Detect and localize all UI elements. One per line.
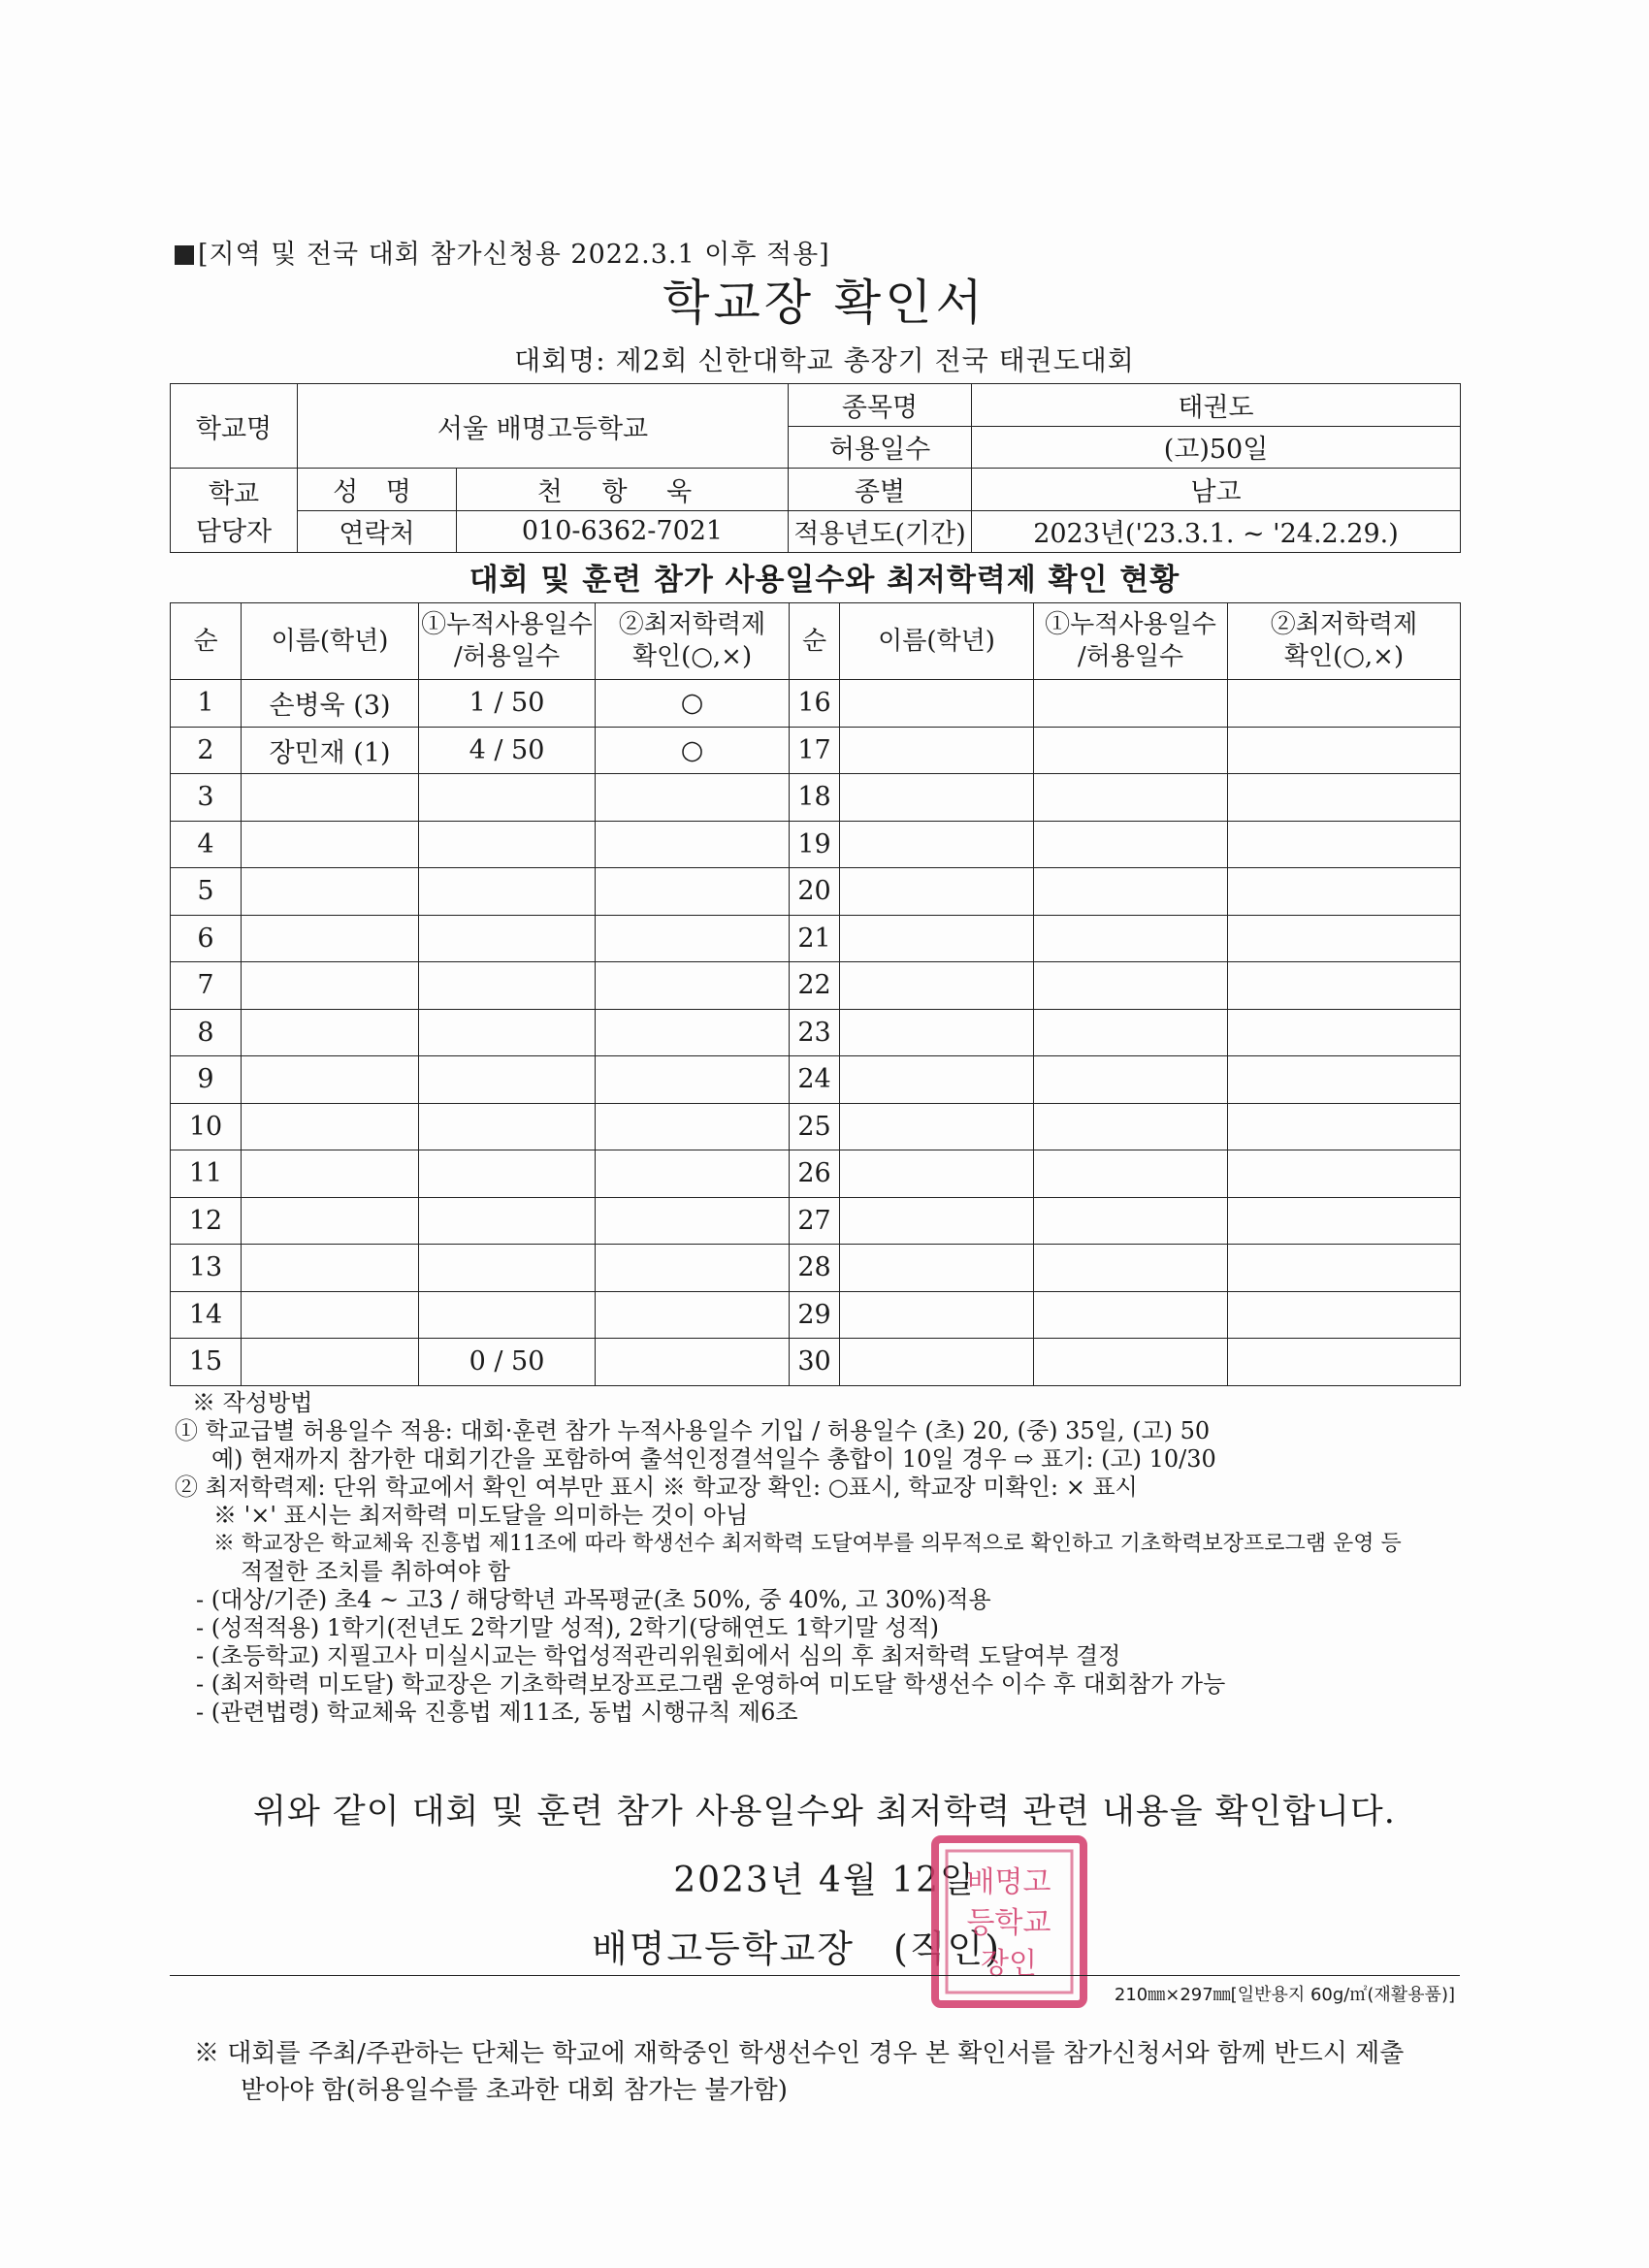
right-cell-name xyxy=(840,1009,1034,1056)
right-cell-days xyxy=(1034,1056,1228,1104)
section-title: 대회 및 훈련 참가 사용일수와 최저학력제 확인 현황 xyxy=(469,563,1180,598)
right-cell-no: 19 xyxy=(790,821,840,868)
detail-3: - (초등학교) 지필고사 미실시교는 학업성적관리위원회에서 심의 후 최저학력 도달여부 결정 xyxy=(196,1642,1121,1669)
usage-header-row xyxy=(171,603,1461,680)
usage-row xyxy=(171,680,1461,728)
detail-1: - (대상/기준) 초4 ~ 고3 / 해당학년 과목평균(초 50%, 중 40%, 고 30%)적용 xyxy=(196,1586,991,1613)
detail-4: - (최저학력 미도달) 학교장은 기초학력보장프로그램 운영하여 미도달 학생선수 이수 후 대회참가 가능 xyxy=(196,1670,1226,1698)
header-days-right-line2: /허용일수 xyxy=(1077,642,1184,671)
usage-row xyxy=(171,1056,1461,1104)
usage-row xyxy=(171,1197,1461,1245)
left-cell-name xyxy=(242,1197,419,1245)
left-cell-days xyxy=(419,1245,596,1292)
detail-2: - (성적적용) 1학기(전년도 2학기말 성적), 2학기(당해연도 1학기말 성적) xyxy=(196,1614,939,1641)
footer-line-1: ※ 대회를 주최/주관하는 단체는 학교에 재학중인 학생선수인 경우 본 확인서를 참가신청서와 함께 반드시 제출 xyxy=(194,2039,1405,2068)
right-cell-check xyxy=(1228,1291,1461,1339)
right-cell-days xyxy=(1034,1197,1228,1245)
seal-label: (직인) xyxy=(892,1928,1002,1970)
allowed-days-label: 허용일수 xyxy=(789,426,972,469)
right-cell-no: 16 xyxy=(790,680,840,728)
right-cell-check xyxy=(1228,868,1461,916)
header-check-right xyxy=(1228,603,1461,680)
sport-value: 태권도 xyxy=(972,384,1461,427)
issue-date: 2023년 4월 12일 xyxy=(673,1861,976,1900)
right-cell-no: 22 xyxy=(790,962,840,1010)
right-cell-days xyxy=(1034,680,1228,728)
left-cell-days xyxy=(419,1056,596,1104)
allowed-days-value: (고)50일 xyxy=(972,426,1461,469)
left-cell-days xyxy=(419,821,596,868)
paper-spec: 210㎜×297㎜[일반용지 60g/㎡(재활용품)] xyxy=(1114,1985,1455,2005)
right-cell-no: 24 xyxy=(790,1056,840,1104)
name-value: 천 항 욱 xyxy=(457,469,789,511)
sport-label: 종목명 xyxy=(789,384,972,427)
right-cell-no: 18 xyxy=(790,774,840,822)
left-cell-no: 4 xyxy=(171,821,242,868)
header-days-right xyxy=(1034,603,1228,680)
right-cell-no: 28 xyxy=(790,1245,840,1292)
left-cell-check: ○ xyxy=(596,680,790,728)
right-cell-days xyxy=(1034,1103,1228,1150)
category-label: 종별 xyxy=(789,469,972,511)
left-cell-name xyxy=(242,868,419,916)
left-cell-name xyxy=(242,1245,419,1292)
footer-line-2: 받아야 함(허용일수를 초과한 대회 참가는 불가함) xyxy=(241,2076,788,2105)
note-2: ② 최저학력제: 단위 학교에서 확인 여부만 표시 ※ 학교장 확인: ○표시, 학교장 미확인: × 표시 xyxy=(175,1474,1138,1501)
usage-row xyxy=(171,1009,1461,1056)
right-cell-name xyxy=(840,680,1034,728)
right-cell-days xyxy=(1034,821,1228,868)
right-cell-name xyxy=(840,1197,1034,1245)
right-cell-no: 26 xyxy=(790,1150,840,1198)
header-check xyxy=(596,603,790,680)
right-cell-days xyxy=(1034,868,1228,916)
period-value: 2023년('23.3.1. ~ '24.2.29.) xyxy=(972,510,1461,553)
usage-row xyxy=(171,821,1461,868)
right-cell-name xyxy=(840,821,1034,868)
right-cell-days xyxy=(1034,962,1228,1010)
contact-label-line1: 학교 xyxy=(208,479,260,509)
left-cell-name xyxy=(242,1009,419,1056)
header-no: 순 xyxy=(171,603,242,680)
footer-note xyxy=(194,2035,1474,2109)
usage-row xyxy=(171,1103,1461,1150)
seal-text: 배명고 등학교 장인 xyxy=(966,1865,1051,1981)
header-no-right: 순 xyxy=(790,603,840,680)
right-cell-name xyxy=(840,1150,1034,1198)
right-cell-check xyxy=(1228,821,1461,868)
usage-table xyxy=(170,602,1461,1386)
left-cell-no: 5 xyxy=(171,868,242,916)
right-cell-check xyxy=(1228,1150,1461,1198)
left-cell-check xyxy=(596,821,790,868)
left-cell-days xyxy=(419,1009,596,1056)
principal-title: 배명고등학교장 xyxy=(592,1928,855,1970)
left-cell-no: 11 xyxy=(171,1150,242,1198)
left-cell-no: 10 xyxy=(171,1103,242,1150)
right-cell-days xyxy=(1034,727,1228,774)
school-label: 학교명 xyxy=(171,384,298,469)
left-cell-check xyxy=(596,1245,790,1292)
left-cell-days: 4 / 50 xyxy=(419,727,596,774)
confirm-statement: 위와 같이 대회 및 훈련 참가 사용일수와 최저학력 관련 내용을 확인합니다. xyxy=(253,1793,1396,1831)
right-cell-days xyxy=(1034,1150,1228,1198)
header-days-line1: ①누적사용일수 xyxy=(421,610,593,639)
header-check-right-line2: 확인(○,×) xyxy=(1283,642,1405,671)
right-cell-name xyxy=(840,1245,1034,1292)
right-cell-days xyxy=(1034,774,1228,822)
usage-row xyxy=(171,962,1461,1010)
header-check-line2: 확인(○,×) xyxy=(631,642,753,671)
left-cell-days xyxy=(419,1150,596,1198)
right-cell-no: 29 xyxy=(790,1291,840,1339)
header-note-text: [지역 및 전국 대회 참가신청용 2022.3.1 이후 적용] xyxy=(198,240,830,270)
left-cell-days xyxy=(419,1103,596,1150)
left-cell-name: 장민재 (1) xyxy=(242,727,419,774)
phone-label: 연락처 xyxy=(298,510,457,553)
left-cell-no: 1 xyxy=(171,680,242,728)
left-cell-no: 12 xyxy=(171,1197,242,1245)
left-cell-check xyxy=(596,915,790,962)
usage-row xyxy=(171,1150,1461,1198)
document-title: 학교장 확인서 xyxy=(663,275,986,331)
left-cell-check xyxy=(596,1339,790,1386)
header-check-line1: ②최저학력제 xyxy=(618,610,766,639)
left-cell-days: 0 / 50 xyxy=(419,1339,596,1386)
right-cell-days xyxy=(1034,1009,1228,1056)
phone-value: 010-6362-7021 xyxy=(457,510,789,553)
right-cell-check xyxy=(1228,1339,1461,1386)
school-seal-stamp xyxy=(929,1833,1089,2010)
left-cell-name xyxy=(242,1291,419,1339)
usage-row xyxy=(171,1291,1461,1339)
left-cell-name xyxy=(242,915,419,962)
left-cell-no: 7 xyxy=(171,962,242,1010)
right-cell-no: 23 xyxy=(790,1009,840,1056)
left-cell-days xyxy=(419,774,596,822)
square-bullet-icon xyxy=(175,245,194,265)
right-cell-name xyxy=(840,1103,1034,1150)
event-name: 대회명: 제2회 신한대학교 총장기 전국 태권도대회 xyxy=(514,344,1135,376)
left-cell-no: 3 xyxy=(171,774,242,822)
right-cell-days xyxy=(1034,1339,1228,1386)
right-cell-name xyxy=(840,1291,1034,1339)
left-cell-no: 2 xyxy=(171,727,242,774)
note-2-a: ※ '×' 표시는 최저학력 미도달을 의미하는 것이 아님 xyxy=(213,1502,749,1529)
right-cell-no: 30 xyxy=(790,1339,840,1386)
right-cell-no: 25 xyxy=(790,1103,840,1150)
usage-row xyxy=(171,915,1461,962)
right-cell-days xyxy=(1034,1245,1228,1292)
header-check-right-line1: ②최저학력제 xyxy=(1270,610,1418,639)
left-cell-check xyxy=(596,868,790,916)
header-days-right-line1: ①누적사용일수 xyxy=(1045,610,1216,639)
right-cell-no: 21 xyxy=(790,915,840,962)
right-cell-check xyxy=(1228,1103,1461,1150)
right-cell-no: 27 xyxy=(790,1197,840,1245)
right-cell-check xyxy=(1228,774,1461,822)
note-2-b: ※ 학교장은 학교체육 진흥법 제11조에 따라 학생선수 최저학력 도달여부를 의무적으로 확인하고 기초학력보장프로그램 운영 등 xyxy=(213,1532,1402,1556)
left-cell-check xyxy=(596,962,790,1010)
right-cell-no: 17 xyxy=(790,727,840,774)
right-cell-name xyxy=(840,727,1034,774)
left-cell-days xyxy=(419,1291,596,1339)
right-cell-name xyxy=(840,868,1034,916)
divider-line xyxy=(170,1975,1460,1976)
right-cell-days xyxy=(1034,915,1228,962)
right-cell-days xyxy=(1034,1291,1228,1339)
header-name: 이름(학년) xyxy=(242,603,419,680)
left-cell-name xyxy=(242,962,419,1010)
left-cell-check xyxy=(596,1103,790,1150)
right-cell-check xyxy=(1228,1056,1461,1104)
left-cell-days: 1 / 50 xyxy=(419,680,596,728)
usage-row xyxy=(171,1339,1461,1386)
left-cell-days xyxy=(419,962,596,1010)
left-cell-name xyxy=(242,1150,419,1198)
left-cell-name xyxy=(242,1103,419,1150)
left-cell-days xyxy=(419,868,596,916)
right-cell-no: 20 xyxy=(790,868,840,916)
note-2-b-cont: 적절한 조치를 취하여야 함 xyxy=(241,1558,510,1585)
left-cell-name xyxy=(242,774,419,822)
left-cell-name: 손병욱 (3) xyxy=(242,680,419,728)
left-cell-check xyxy=(596,774,790,822)
left-cell-check xyxy=(596,1009,790,1056)
note-1: ① 학교급별 허용일수 적용: 대회·훈련 참가 누적사용일수 기입 / 허용일수 (초) 20, (중) 35일, (고) 50 xyxy=(175,1417,1211,1444)
left-cell-no: 13 xyxy=(171,1245,242,1292)
detail-5: - (관련법령) 학교체육 진흥법 제11조, 동법 시행규칙 제6조 xyxy=(196,1699,798,1726)
left-cell-days xyxy=(419,1197,596,1245)
left-cell-name xyxy=(242,821,419,868)
left-cell-name xyxy=(242,1339,419,1386)
category-value: 남고 xyxy=(972,469,1461,511)
left-cell-days xyxy=(419,915,596,962)
left-cell-check xyxy=(596,1291,790,1339)
left-cell-check xyxy=(596,1197,790,1245)
contact-label xyxy=(171,469,298,553)
contact-label-line2: 담당자 xyxy=(195,517,273,547)
right-cell-check xyxy=(1228,727,1461,774)
right-cell-check xyxy=(1228,1197,1461,1245)
usage-row xyxy=(171,868,1461,916)
right-cell-check xyxy=(1228,680,1461,728)
left-cell-check: ○ xyxy=(596,727,790,774)
left-cell-check xyxy=(596,1056,790,1104)
header-days xyxy=(419,603,596,680)
left-cell-check xyxy=(596,1150,790,1198)
instructions xyxy=(175,1389,1494,1727)
left-cell-no: 15 xyxy=(171,1339,242,1386)
school-value: 서울 배명고등학교 xyxy=(298,384,789,469)
usage-row xyxy=(171,774,1461,822)
period-label: 적용년도(기간) xyxy=(789,510,972,553)
left-cell-no: 9 xyxy=(171,1056,242,1104)
note-1-example: 예) 현재까지 참가한 대회기간을 포함하여 출석인정결석일수 총합이 10일 경우 ⇨ 표기: (고) 10/30 xyxy=(211,1445,1216,1473)
usage-row xyxy=(171,1245,1461,1292)
right-cell-name xyxy=(840,774,1034,822)
info-table xyxy=(170,383,1461,553)
right-cell-check xyxy=(1228,1245,1461,1292)
right-cell-check xyxy=(1228,962,1461,1010)
right-cell-check xyxy=(1228,915,1461,962)
header-name-right: 이름(학년) xyxy=(840,603,1034,680)
left-cell-name xyxy=(242,1056,419,1104)
right-cell-name xyxy=(840,1339,1034,1386)
left-cell-no: 14 xyxy=(171,1291,242,1339)
right-cell-check xyxy=(1228,1009,1461,1056)
header-days-line2: /허용일수 xyxy=(453,642,561,671)
left-cell-no: 6 xyxy=(171,915,242,962)
name-label: 성 명 xyxy=(298,469,457,511)
right-cell-name xyxy=(840,915,1034,962)
right-cell-name xyxy=(840,1056,1034,1104)
right-cell-name xyxy=(840,962,1034,1010)
usage-row xyxy=(171,727,1461,774)
left-cell-no: 8 xyxy=(171,1009,242,1056)
notes-heading: ※ 작성방법 xyxy=(192,1389,313,1416)
